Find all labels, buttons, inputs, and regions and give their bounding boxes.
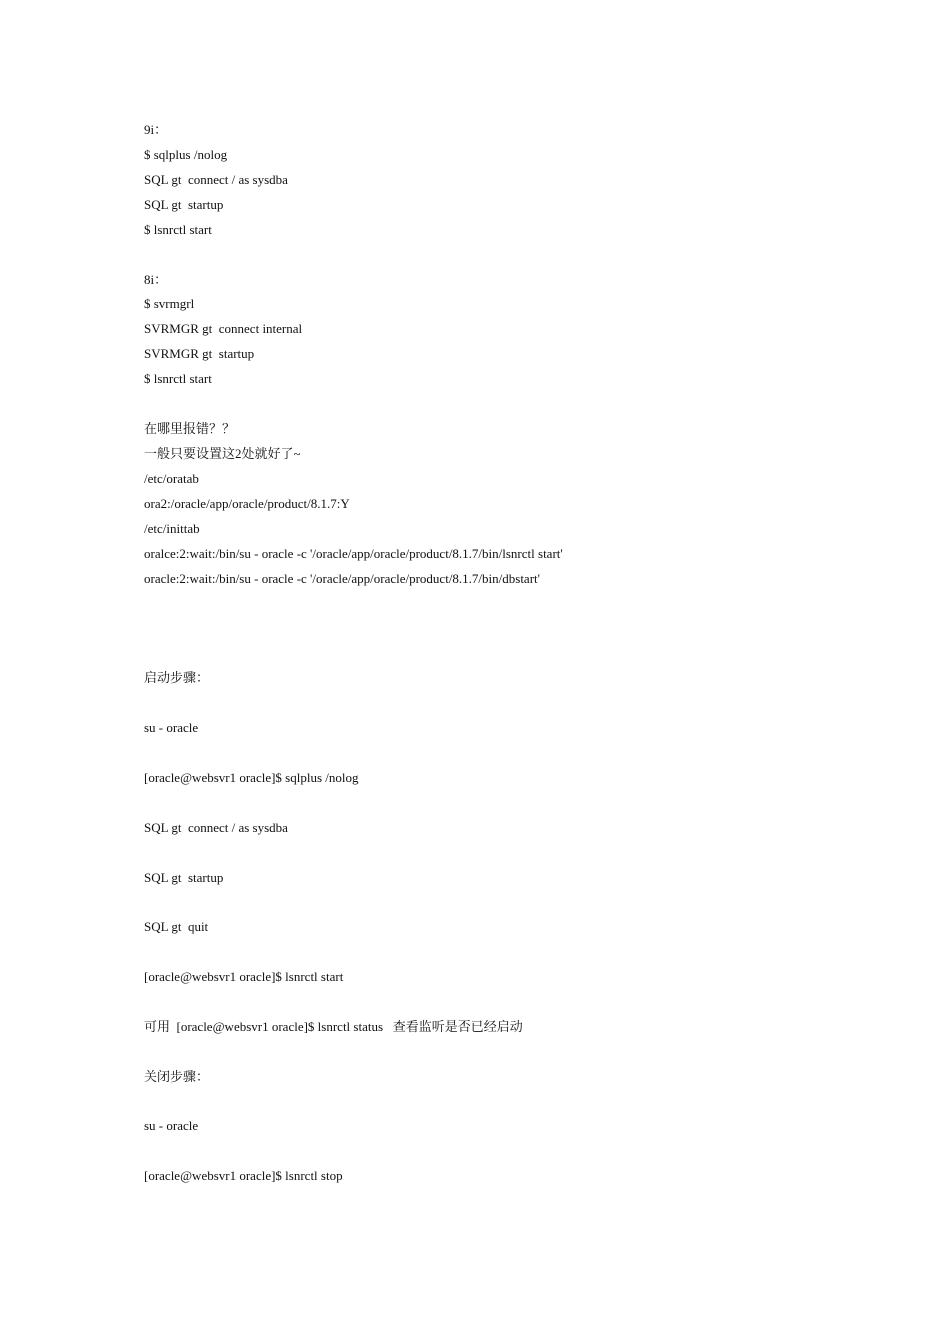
- text-line: /etc/oratab: [144, 471, 199, 486]
- text-line: $ svrmgrl: [144, 296, 195, 311]
- text-line: su - oracle: [144, 1118, 199, 1133]
- text-line: su - oracle: [144, 720, 199, 735]
- text-line: 在哪里报错？？: [144, 421, 236, 436]
- text-line: 一般只要设置这2处就好了~: [144, 446, 301, 461]
- text-line: SQL gt quit: [144, 919, 209, 934]
- text-line: 9i：: [144, 122, 168, 137]
- text-line: oracle:2:wait:/bin/su - oracle -c '/oracle/app/oracle/product/8.1.7/bin/dbstart': [144, 571, 540, 586]
- text-line: [oracle@websvr1 oracle]$ sqlplus /nolog: [144, 770, 359, 785]
- text-line: oralce:2:wait:/bin/su - oracle -c '/oracle/app/oracle/product/8.1.7/bin/lsnrctl start': [144, 546, 563, 561]
- text-line: SQL gt startup: [144, 197, 224, 212]
- text-line: $ sqlplus /nolog: [144, 147, 228, 162]
- text-line: ora2:/oracle/app/oracle/product/8.1.7:Y: [144, 496, 350, 511]
- text-line: 8i：: [144, 272, 168, 287]
- text-line: 可用 [oracle@websvr1 oracle]$ lsnrctl status 查看监听是否已经启动: [144, 1019, 523, 1034]
- text-line: [oracle@websvr1 oracle]$ lsnrctl stop: [144, 1168, 343, 1183]
- text-line: $ lsnrctl start: [144, 371, 212, 386]
- text-line: SQL gt connect / as sysdba: [144, 172, 288, 187]
- text-line: SQL gt startup: [144, 870, 224, 885]
- text-line: 启动步骤：: [144, 670, 210, 685]
- text-line: SVRMGR gt startup: [144, 346, 255, 361]
- text-line: 关闭步骤：: [144, 1069, 210, 1084]
- text-line: SVRMGR gt connect internal: [144, 321, 303, 336]
- text-line: [oracle@websvr1 oracle]$ lsnrctl start: [144, 969, 344, 984]
- text-line: /etc/inittab: [144, 521, 200, 536]
- text-line: SQL gt connect / as sysdba: [144, 820, 288, 835]
- text-line: $ lsnrctl start: [144, 222, 212, 237]
